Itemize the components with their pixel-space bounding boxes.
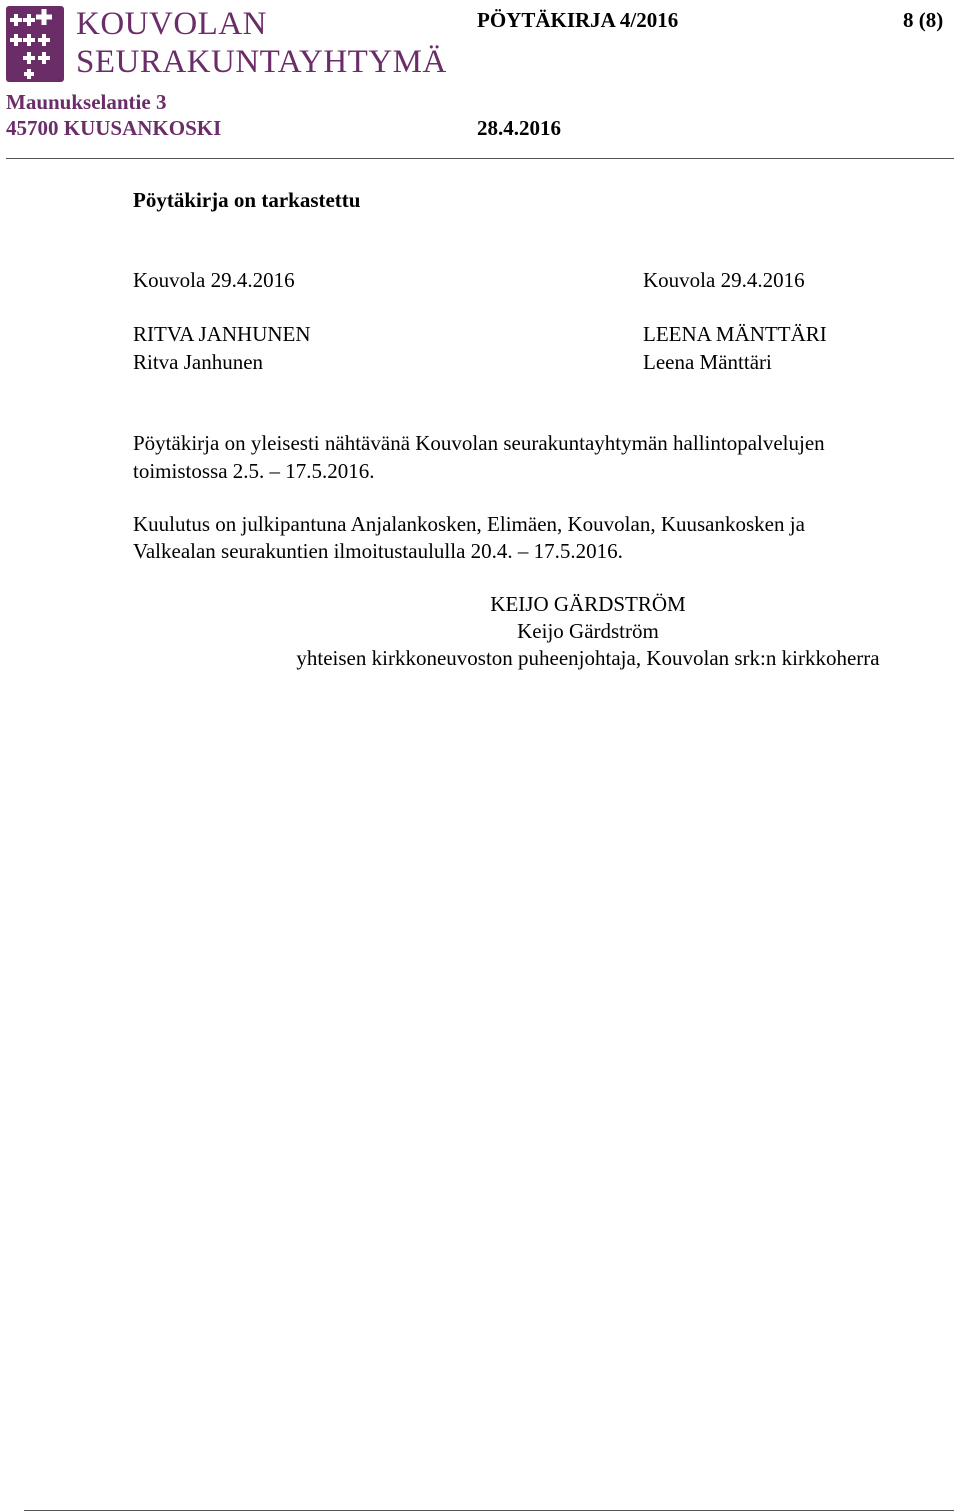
header-divider	[6, 158, 954, 159]
address-street: Maunukselantie 3	[6, 90, 167, 114]
footer-divider	[24, 1510, 954, 1511]
notice-para1-line1: Pöytäkirja on yleisesti nähtävänä Kouvolan seurakuntayhtymän hallintopalvelujen	[133, 431, 825, 455]
left-place-date: Kouvola 29.4.2016	[133, 268, 295, 292]
document-title: PÖYTÄKIRJA 4/2016	[477, 8, 679, 32]
checked-heading: Pöytäkirja on tarkastettu	[133, 188, 361, 212]
notice-para2-line2: Valkealan seurakuntien ilmoitustaululla 20.4. – 17.5.2016.	[133, 539, 623, 563]
final-signer-name: Keijo Gärdström	[517, 619, 659, 643]
right-signer-name: Leena Mänttäri	[643, 350, 772, 374]
notice-para1-line2: toimistossa 2.5. – 17.5.2016.	[133, 459, 375, 483]
left-signer-name: Ritva Janhunen	[133, 350, 264, 374]
org-logo-icon	[6, 6, 64, 82]
org-logo-line1: KOUVOLAN	[76, 6, 267, 42]
page-count: 8 (8)	[903, 8, 944, 32]
notice-para2-line1: Kuulutus on julkipantuna Anjalankosken, Elimäen, Kouvolan, Kuusankosken ja	[133, 512, 805, 536]
address-postal: 45700 KUUSANKOSKI	[6, 116, 222, 140]
final-signer-name-caps: KEIJO GÄRDSTRÖM	[490, 592, 686, 616]
document-date: 28.4.2016	[477, 116, 561, 140]
right-signer-name-caps: LEENA MÄNTTÄRI	[643, 322, 827, 346]
final-signer-title: yhteisen kirkkoneuvoston puheenjohtaja, Kouvolan srk:n kirkkoherra	[296, 646, 880, 670]
left-signer-name-caps: RITVA JANHUNEN	[133, 322, 311, 346]
right-place-date: Kouvola 29.4.2016	[643, 268, 805, 292]
org-logo-line2: SEURAKUNTAYHTYMÄ	[76, 44, 447, 80]
